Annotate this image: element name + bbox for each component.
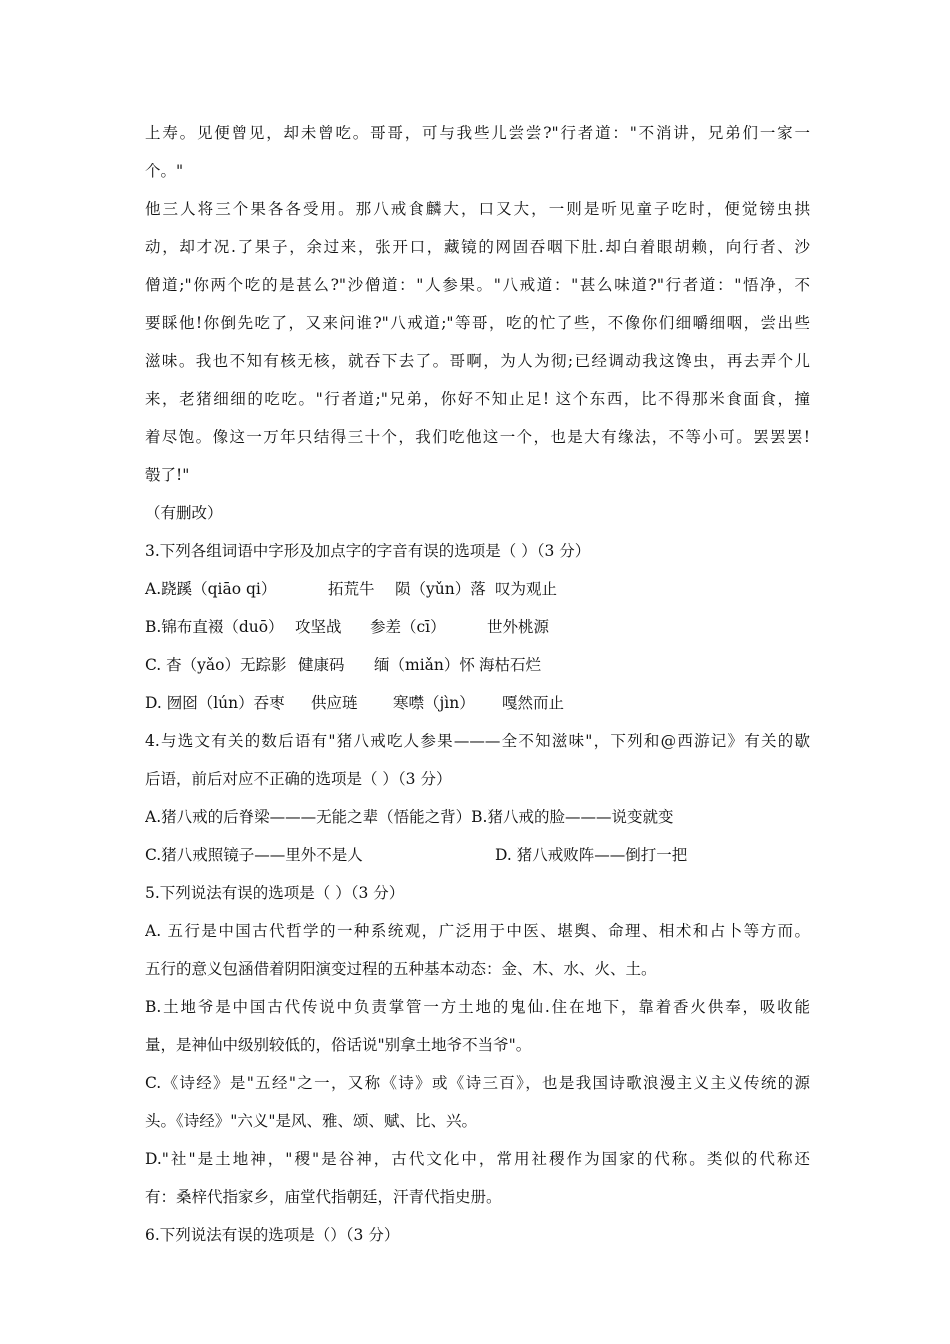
question-5-line: B.土地爷是中国古代传说中负责掌管一方土地的鬼仙.住在地下，靠着香火供奉，吸收能	[145, 998, 810, 1016]
passage-line: 着尽饱。像这一万年只结得三十个，我们吃他这一个，也是大有缘法，不等小可。罢罢罢!	[145, 428, 810, 446]
question-5-line: A. 五行是中国古代哲学的一种系统观，广泛用于中医、堪舆、命理、相术和占卜等方而。	[145, 922, 810, 940]
option-part: 叹为观止	[495, 580, 558, 598]
question-5-line: 头。《诗经》"六义"是风、雅、颂、赋、比、兴。	[145, 1112, 478, 1130]
passage-line: 他三人将三个果各各受用。那八戒食麟大，口又大，一则是听见童子吃时，便觉镑虫拱	[145, 200, 810, 218]
question-4-stem: 后语，前后对应不正确的选项是（ ）（3 分）	[145, 770, 452, 788]
passage-line: 僧道;"你两个吃的是甚么?"沙僧道："人参果。"八戒道："甚么味道?"行者道："悟净，不	[145, 276, 810, 294]
question-5-line: 五行的意义包涵借着阴阳演变过程的五种基本动态：金、木、水、火、土。	[145, 960, 657, 978]
question-3-option-b	[145, 617, 810, 637]
question-5-line: 有：桑梓代指家乡，庙堂代指朝廷，汗青代指史册。	[145, 1188, 502, 1206]
option-part: 缅（miǎn）怀	[374, 656, 475, 674]
option-part: A.跷蹊（qiāo qi）	[145, 580, 277, 598]
passage-line: 动，却才况.了果子，余过来，张开口，藏镜的网固吞咽下肚.却白着眼胡赖，向行者、沙	[145, 238, 810, 256]
option-part: D. 囫囵（lún）吞枣	[145, 694, 285, 712]
passage-line: 滋味。我也不知有核无核，就吞下去了。哥啊，为人为彻;已经调动我这馋虫，再去弄个儿	[145, 352, 810, 370]
option-part: 海枯石烂	[479, 656, 542, 674]
question-5-line: D."社"是土地神，"稷"是谷神，古代文化中，常用社稷作为国家的代称。类似的代称还	[145, 1150, 810, 1168]
passage-line: 个。"	[145, 162, 184, 180]
question-4-option-c: C.猪八戒照镜子——里外不是人	[145, 846, 363, 864]
passage-line: 彀了!"	[145, 466, 190, 484]
option-part: 参差（cī）	[370, 618, 446, 636]
passage-line: 上寿。见便曾见，却未曾吃。哥哥，可与我些儿尝尝?"行者道："不消讲，兄弟们一家一	[145, 124, 810, 142]
option-part: 攻坚战	[295, 618, 342, 636]
question-4-options-cd	[145, 845, 810, 865]
passage-line: 来，老猪细细的吃吃。"行者道;"兄弟，你好不知止足! 这个东西，比不得那米食面食，撞	[145, 390, 810, 408]
option-part: 寒噤（jìn）	[393, 694, 475, 712]
option-part: 世外桃源	[487, 618, 550, 636]
question-4-stem: 4.与选文有关的数后语有"猪八戒吃人参果———全不知滋味"，下列和@西游记》有关的歇	[145, 732, 810, 750]
option-part: B.锦布直裰（duō）	[145, 618, 284, 636]
question-5-line: C.《诗经》是"五经"之一，又称《诗》或《诗三百》，也是我国诗歌浪漫主义主义传统的源	[145, 1074, 810, 1092]
option-part: C. 杳（yǎo）无踪影	[145, 656, 287, 674]
option-part: 陨（yǔn）落	[395, 580, 486, 598]
source-note: （有删改）	[145, 504, 223, 522]
question-4-option-d: D. 猪八戒败阵——倒打一把	[495, 846, 688, 864]
question-4-options-ab: A.猪八戒的后脊梁———无能之辈（悟能之背）B.猪八戒的脸———说变就变	[145, 808, 674, 826]
question-3-option-c	[145, 655, 810, 675]
question-3-stem: 3.下列各组词语中字形及加点字的字音有误的选项是（ ）（3 分）	[145, 542, 591, 560]
option-part: 供应琏	[311, 694, 358, 712]
question-6-stem: 6.下列说法有误的选项是（）（3 分）	[145, 1226, 400, 1244]
question-5-stem: 5.下列说法有误的选项是（ ）（3 分）	[145, 884, 405, 902]
question-3-option-d	[145, 693, 810, 713]
passage-line: 要睬他!你倒先吃了，又来问谁?"八戒道;"等哥，吃的忙了些，不像你们细嚼细咽，尝出些	[145, 314, 810, 332]
option-part: 健康码	[298, 656, 345, 674]
option-part: 拓荒牛	[328, 580, 375, 598]
question-5-line: 量，是神仙中级别较低的，俗话说"别拿土地爷不当爷"。	[145, 1036, 532, 1054]
question-3-option-a	[145, 579, 810, 599]
option-part: 嘎然而止	[502, 694, 565, 712]
